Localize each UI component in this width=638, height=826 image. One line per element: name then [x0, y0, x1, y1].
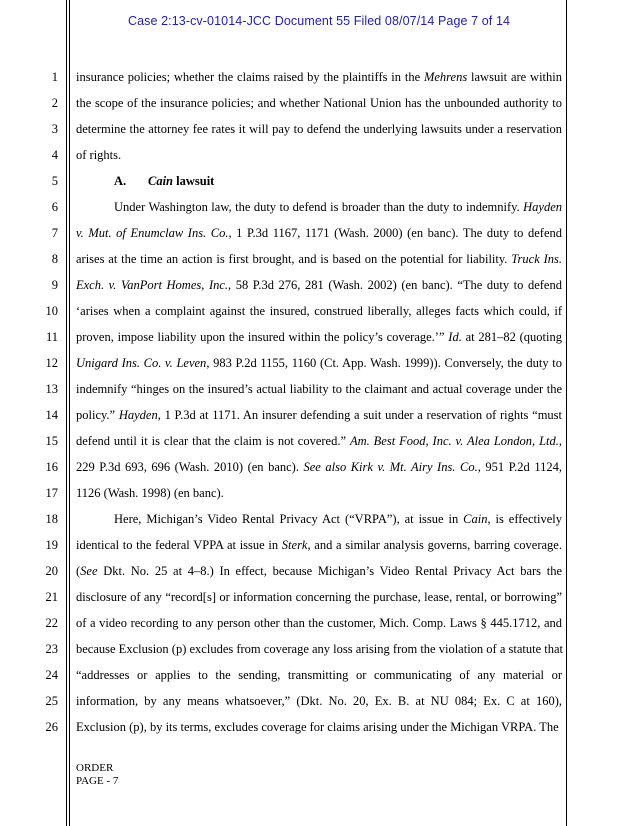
line-text: Under Washington law, the duty to defend is broader than the duty to indemnify. Hayden [114, 200, 562, 214]
pleading-line [0, 194, 638, 220]
line-text: Here, Michigan’s Video Rental Privacy Act (“VRPA”), at issue in Cain, is effectively [114, 512, 562, 526]
line-text: ‘arises when a complaint against the insured, construed liberally, alleges facts which could, if [76, 304, 562, 318]
line-text [76, 168, 600, 194]
line-number: 22 [45, 616, 58, 630]
line-number: 3 [51, 122, 58, 136]
line-text: Exch. v. VanPort Homes, Inc., 58 P.3d 276, 281 (Wash. 2002) (en banc). “The duty to defend [76, 278, 562, 292]
pleading-line [0, 558, 638, 584]
pleading-line [0, 324, 638, 350]
line-text: policy.” Hayden, 1 P.3d at 1171. An insurer defending a suit under a reservation of rights “must [76, 408, 563, 422]
pleading-line [0, 428, 638, 454]
line-text: Exclusion (p), by its terms, excludes coverage for claims arising under the Michigan VRPA. The [76, 720, 559, 734]
line-text: disclosure of any “record[s] or information concerning the purchase, lease, rental, or borrowing” [76, 590, 562, 604]
footer-order-label: ORDER [76, 762, 114, 774]
line-text: “addresses or applies to the sending, transmitting or communicating of any material or [76, 668, 562, 682]
line-number: 1 [51, 70, 58, 84]
pleading-line [0, 584, 638, 610]
pleading-line [0, 480, 638, 506]
section-heading: A. Cain lawsuit [114, 174, 215, 188]
line-number: 18 [45, 512, 58, 526]
pleading-line [0, 454, 638, 480]
line-text: v. Mut. of Enumclaw Ins. Co., 1 P.3d 1167, 1171 (Wash. 2000) (en banc). The duty to defend [76, 226, 562, 240]
pleading-line [0, 636, 638, 662]
pleading-line [0, 220, 638, 246]
pleading-line [0, 610, 638, 636]
line-text: of a video recording to any person other than the customer, Mich. Comp. Laws § 445.1712, and [76, 616, 562, 630]
line-number: 10 [45, 304, 58, 318]
line-text: because Exclusion (p) excludes from coverage any loss arising from the violation of a statute that [76, 642, 563, 656]
line-number: 7 [51, 226, 58, 240]
line-number: 2 [51, 96, 58, 110]
pleading-line [0, 532, 638, 558]
line-text: arises at the time an action is first brought, and is based on the potential for liability. Truck Ins. [76, 252, 563, 266]
line-number: 12 [45, 356, 58, 370]
line-text: the scope of the insurance policies; and whether National Union has the unbounded authority to [76, 96, 562, 110]
pleading-line [0, 142, 638, 168]
line-number: 23 [45, 642, 58, 656]
pleading-line [0, 714, 638, 740]
pleading-line [0, 298, 638, 324]
line-text: of rights. [76, 148, 122, 162]
footer-page-label: PAGE - 7 [76, 775, 119, 787]
pleading-line [0, 688, 638, 714]
line-number: 15 [45, 434, 58, 448]
pleading-line [0, 246, 638, 272]
line-number: 16 [45, 460, 58, 474]
pleading-line [0, 350, 638, 376]
line-number: 8 [51, 252, 58, 266]
line-text: insurance policies; whether the claims raised by the plaintiffs in the Mehrens lawsuit are within [76, 70, 562, 84]
line-text: information, by any means whatsoever,” (Dkt. No. 20, Ex. B. at NU 084; Ex. C at 160), [76, 694, 562, 708]
line-number: 9 [51, 278, 58, 292]
pleading-line [0, 64, 638, 90]
page-footer [76, 762, 118, 788]
line-text: (See Dkt. No. 25 at 4–8.) In effect, because Michigan’s Video Rental Privacy Act bars the [76, 564, 562, 578]
line-text: determine the attorney fee rates it will pay to defend the underlying lawsuits under a reservation [76, 122, 562, 136]
pleading-line [0, 506, 638, 532]
line-number: 11 [45, 330, 58, 344]
line-number: 4 [51, 148, 58, 162]
line-number: 19 [45, 538, 58, 552]
line-number: 20 [45, 564, 58, 578]
line-text: proven, impose liability upon the insured within the policy’s coverage.’” Id. at 281–82 (quoting [76, 330, 562, 344]
line-number: 21 [45, 590, 58, 604]
line-text: Unigard Ins. Co. v. Leven, 983 P.2d 1155, 1160 (Ct. App. Wash. 1999)). Conversely, the duty to [76, 356, 562, 370]
pleading-line [0, 402, 638, 428]
pleading-line [0, 116, 638, 142]
pleading-line [0, 376, 638, 402]
line-text: 229 P.3d 693, 696 (Wash. 2010) (en banc). See also Kirk v. Mt. Airy Ins. Co., 951 P.2d 1124, [76, 460, 562, 474]
line-number: 25 [45, 694, 58, 708]
line-number: 24 [45, 668, 58, 682]
case-header: Case 2:13-cv-01014-JCC Document 55 Filed 08/07/14 Page 7 of 14 [127, 14, 511, 28]
line-number: 6 [51, 200, 58, 214]
pleading-line [0, 168, 638, 194]
pleading-line [0, 662, 638, 688]
line-text: defend until it is clear that the claim is not covered.” Am. Best Food, Inc. v. Alea London, Ltd., [76, 434, 562, 448]
line-text: identical to the federal VPPA at issue in Sterk, and a similar analysis governs, barring coverage. [76, 538, 562, 552]
line-number: 13 [45, 382, 58, 396]
line-number: 26 [45, 720, 58, 734]
line-text: 1126 (Wash. 1998) (en banc). [76, 486, 224, 500]
line-text: indemnify “hinges on the insured’s actual liability to the claimant and actual coverage under the [76, 382, 562, 396]
line-number: 14 [45, 408, 58, 422]
line-number: 5 [51, 174, 58, 188]
pleading-line [0, 272, 638, 298]
pleading-line [0, 90, 638, 116]
line-number: 17 [45, 486, 58, 500]
